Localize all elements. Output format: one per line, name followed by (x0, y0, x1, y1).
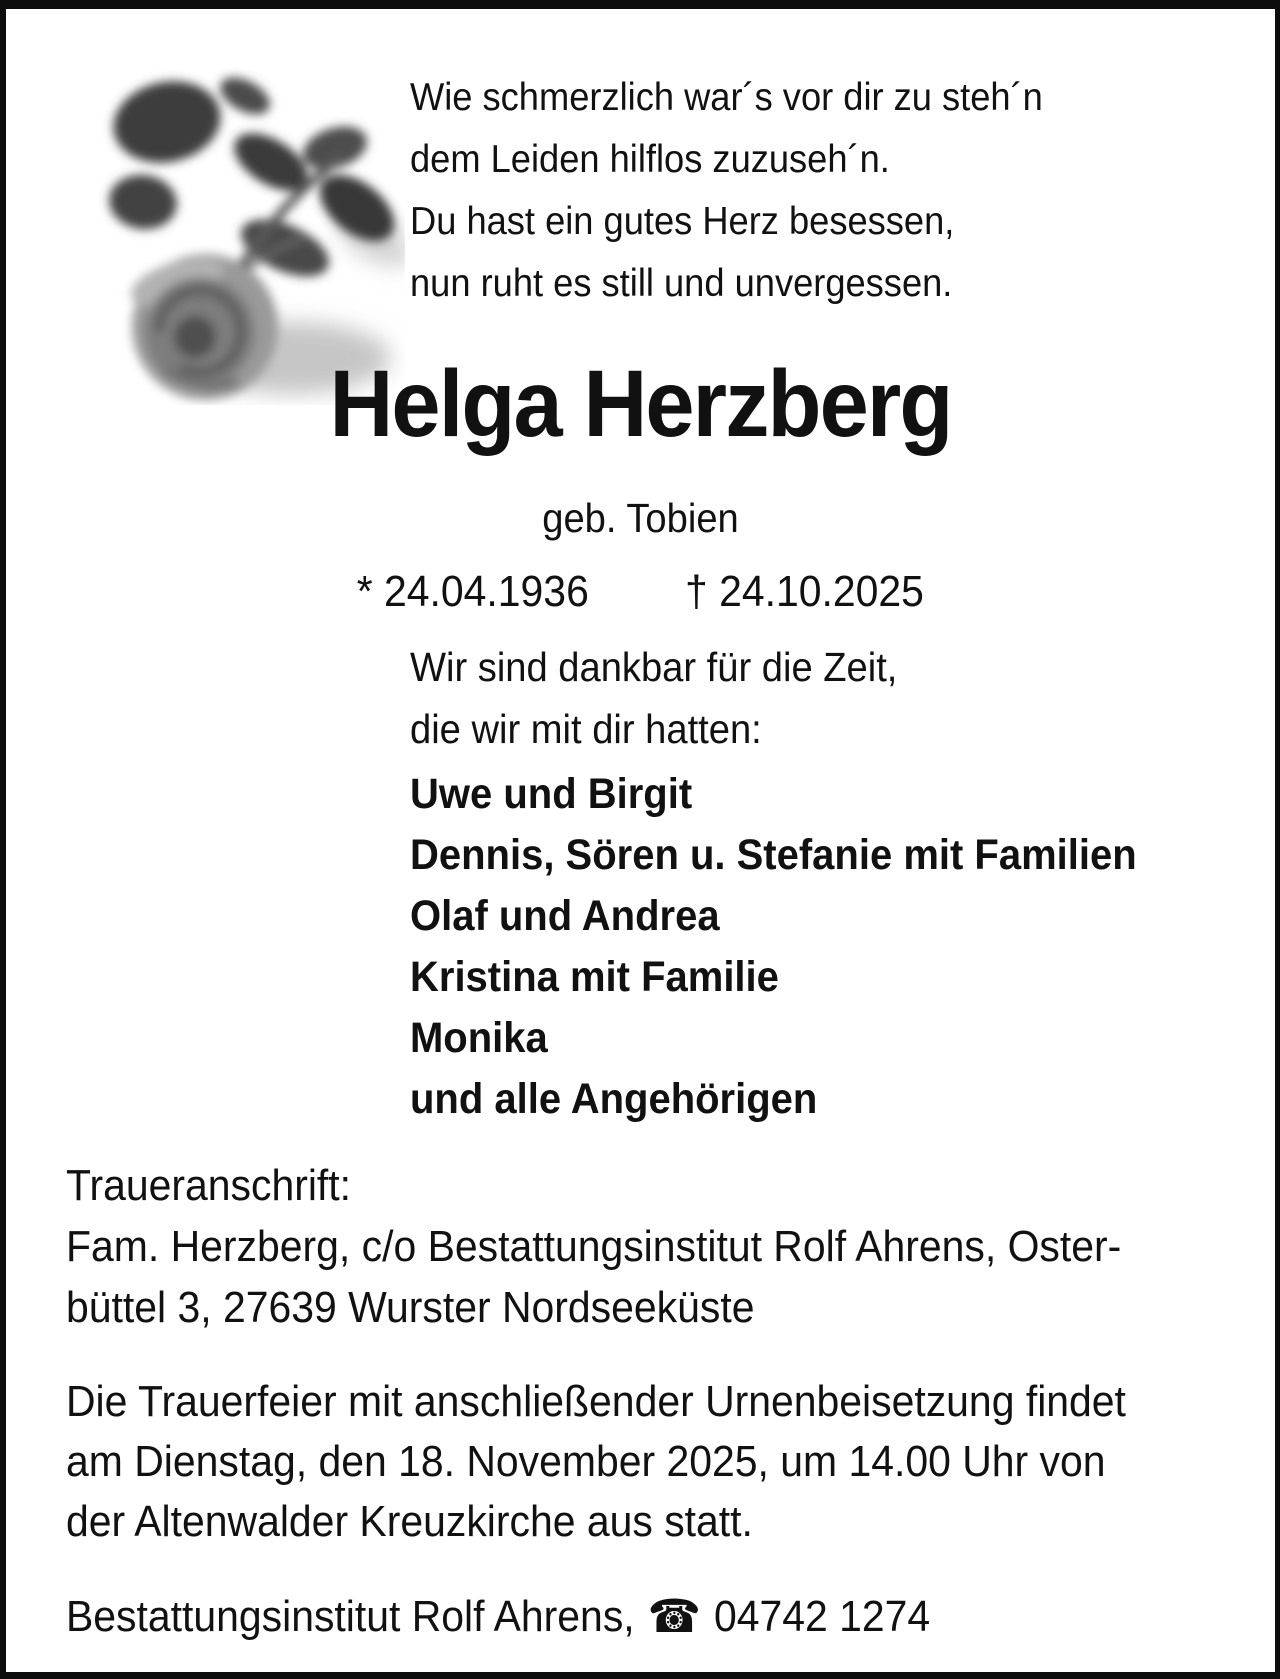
gratitude-text (410, 636, 897, 760)
address-heading: Traueranschrift: (66, 1161, 352, 1210)
phone-number: 04742 1274 (713, 1592, 931, 1641)
mourning-address (66, 1155, 1121, 1338)
poem-line: Du hast ein gutes Herz besessen, (410, 200, 955, 243)
funeral-line: am Dienstag, den 18. November 2025, um 14.00 Uhr von (66, 1437, 1106, 1486)
mourner-line: Monika (410, 1014, 548, 1062)
funeral-home-name: Bestattungsinstitut Rolf Ahrens, (66, 1592, 635, 1641)
funeral-info (66, 1372, 1126, 1552)
life-dates (6, 566, 1275, 618)
poem-line: Wie schmerzlich war´s vor dir zu steh´n (410, 76, 1043, 119)
mourner-line: Olaf und Andrea (410, 892, 720, 940)
gratitude-line: die wir mit dir hatten: (410, 706, 762, 752)
mourners-list (410, 764, 1137, 1130)
address-line: Fam. Herzberg, c/o Bestattungsinstitut Rolf Ahrens, Oster- (66, 1222, 1122, 1271)
poem-line: nun ruht es still und unvergessen. (410, 262, 953, 305)
gratitude-line: Wir sind dankbar für die Zeit, (410, 644, 898, 690)
birth-date: * 24.04.1936 (356, 567, 590, 616)
mourner-line: Kristina mit Familie (410, 953, 779, 1001)
mourner-line: Dennis, Sören u. Stefanie mit Familien (410, 831, 1137, 879)
deceased-name: Helga Herzberg (329, 351, 952, 457)
funeral-home-line (66, 1585, 930, 1647)
mourner-line: Uwe und Birgit (410, 770, 693, 818)
funeral-line: der Altenwalder Kreuzkirche aus statt. (66, 1497, 753, 1546)
maiden-name: geb. Tobien (542, 495, 739, 541)
memorial-poem (410, 67, 1043, 315)
telephone-icon: ☎ (647, 1590, 701, 1642)
death-date: † 24.10.2025 (684, 567, 924, 616)
mourner-line: und alle Angehörigen (410, 1075, 818, 1123)
address-line: büttel 3, 27639 Wurster Nordseeküste (66, 1283, 755, 1332)
funeral-line: Die Trauerfeier mit anschließender Urnenbeisetzung findet (66, 1377, 1126, 1426)
poem-line: dem Leiden hilflos zuzuseh´n. (410, 138, 890, 181)
